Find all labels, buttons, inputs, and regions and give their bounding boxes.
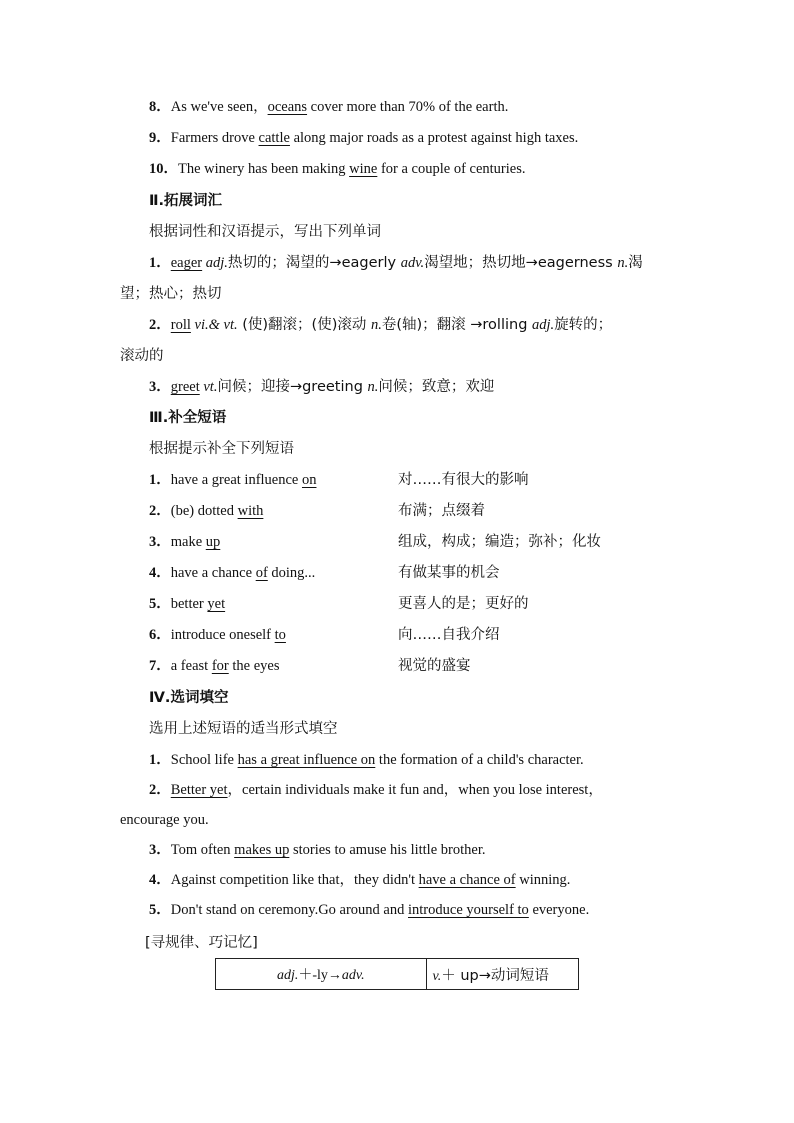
answer: yet — [207, 596, 226, 612]
phrase-item: 3．make up — [149, 534, 221, 550]
answer: introduce yourself to — [408, 902, 529, 918]
rule-verb-phrase: v.＋ up→动词短语 — [426, 959, 578, 990]
vocab-item: 8．As we've seen，oceans cover more than 70% of the earth. — [149, 99, 509, 115]
phrase-meaning: 布满；点缀着 — [398, 503, 485, 519]
phrase-meaning: 更喜人的是；更好的 — [398, 596, 529, 612]
section-3-instruction: 根据提示补全下列短语 — [149, 441, 294, 457]
answer: with — [237, 503, 264, 519]
answer: of — [255, 565, 268, 581]
answer: to — [274, 627, 286, 643]
tip-title: [寻规律、巧记忆] — [145, 935, 258, 951]
vocab-item: 9．Farmers drove cattle along major roads as a protest against high taxes. — [149, 130, 579, 146]
answer: have a chance of — [418, 872, 516, 888]
phrase-meaning: 视觉的盛宴 — [398, 658, 471, 674]
phrase-item: 1．have a great influence on — [149, 472, 317, 488]
section-4-title: Ⅳ.选词填空 — [149, 690, 229, 706]
fill-item: 2．Better yet，certain individuals make it fun and，when you lose interest， — [149, 782, 603, 798]
answer: on — [301, 472, 317, 488]
rule-table — [215, 958, 579, 990]
answer: roll — [170, 317, 191, 333]
answer: eager — [170, 255, 203, 271]
answer: has a great influence on — [237, 752, 376, 768]
answer: oceans — [267, 99, 308, 115]
phrase-meaning: 向……自我介绍 — [398, 627, 500, 643]
section-2-title: Ⅱ.拓展词汇 — [149, 193, 223, 209]
fill-item: 3．Tom often makes up stories to amuse his little brother. — [149, 842, 486, 858]
expand-item-3: 3．greet vt.问候；迎接→greeting n.问候；致意；欢迎 — [149, 379, 495, 395]
answer: wine — [349, 161, 378, 177]
fill-item: 4．Against competition like that，they didn't have a chance of winning. — [149, 872, 571, 888]
expand-item-2-cont: 滚动的 — [120, 348, 164, 364]
phrase-item: 4．have a chance of doing... — [149, 565, 316, 581]
answer: makes up — [234, 842, 290, 858]
phrase-meaning: 有做某事的机会 — [398, 565, 500, 581]
phrase-item: 5．better yet — [149, 596, 226, 612]
phrase-item: 7．a feast for the eyes — [149, 658, 280, 674]
phrase-meaning: 组成，构成；编造；弥补；化妆 — [398, 534, 601, 550]
answer: cattle — [258, 130, 290, 146]
section-4-instruction: 选用上述短语的适当形式填空 — [149, 721, 338, 737]
fill-item: 1．School life has a great influence on the formation of a child's character. — [149, 752, 584, 768]
section-3-title: Ⅲ.补全短语 — [149, 410, 227, 426]
answer: up — [205, 534, 221, 550]
expand-item-1: 1．eager adj.热切的；渴望的→eagerly adv.渴望地；热切地→eagerness n.渴 — [149, 255, 643, 271]
expand-item-2: 2．roll vi.& vt. (使)翻滚；(使)滚动 n.卷(轴)；翻滚 →rolling adj.旋转的； — [149, 317, 613, 333]
answer: greet — [170, 379, 200, 395]
phrase-meaning: 对……有很大的影响 — [398, 472, 529, 488]
rule-adj-adv: adj.＋-ly→adv. — [216, 959, 427, 990]
fill-item-cont: encourage you. — [120, 812, 209, 828]
answer: for — [211, 658, 229, 674]
phrase-item: 6．introduce oneself to — [149, 627, 286, 643]
vocab-item: 10．The winery has been making wine for a couple of centuries. — [149, 161, 526, 177]
phrase-item: 2．(be) dotted with — [149, 503, 264, 519]
section-2-instruction: 根据词性和汉语提示，写出下列单词 — [149, 224, 381, 240]
answer: Better yet — [170, 782, 228, 798]
expand-item-1-cont: 望；热心；热切 — [120, 286, 222, 302]
fill-item: 5．Don't stand on ceremony.Go around and introduce yourself to everyone. — [149, 902, 590, 918]
